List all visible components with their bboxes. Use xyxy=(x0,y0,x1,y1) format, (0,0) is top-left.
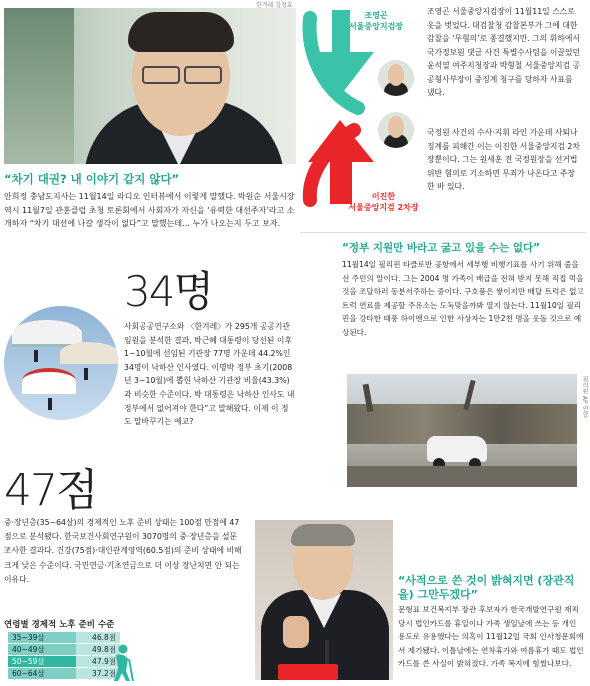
photo-parachutes xyxy=(4,306,118,420)
article-body-moon: 문형표 보건복지부 장관 후보자가 한국개발연구원 재직 당시 법인카드를 휴일이나 가족 생일날에 쓰는 등 개인 용도로 유용했다는 의혹이 11월12일 국회 인사청문회에서 제기됐다. 이틀날에는 연차휴가와 여름휴가 때도 법인카드를 쓴 사실이 밝혀졌다. 가족 복지에 힘썼나보다. xyxy=(398,605,584,669)
quote-headline-philippines: “정부 지원만 바라고 굶고 있을 수는 없다” xyxy=(342,242,541,254)
article-body: 안희정 충남도지사는 11월14일 라디오 인터뷰에서 이렇게 말했다. 박원순 서울시장 역시 11월7일 관훈클럽 초청 토론회에서 사회자가 자신을 ‘유력한 대선주자’라고 소개하자 “차기 대선에 나갈 생각이 없다”고 말했는데… 누가 나오는지 두고 보자. xyxy=(4,192,295,228)
photo-typhoon-damage xyxy=(347,374,577,487)
photo-credit-ap: 필리핀 AP 연합 xyxy=(581,376,588,418)
article-body-philippines: 11월14일 필리핀 타클로반 공항에서 세부행 비행기표를 사기 위해 줄을 선 주민의 말이다. 그는 2004 명 가족이 배급을 전혀 받지 못해 직접 먹을 것을 조달하러 동분서주하는 중이다. 구호품은 쌓이지만 배달 트럭은 없고 트럭 연료를 제공할 주유소는 도둑맞을까봐 열지 않는다. 11월10일 필리핀을 강타한 태풍 하이엔으로 인한 사상자는 1만2천 명을 웃돌 것으로 예상된다. xyxy=(342,260,584,337)
table-row: 40~49살 49.8점 xyxy=(8,644,120,656)
photo-credit: 한겨레 김정효 xyxy=(256,2,293,9)
article-body-appointees: 사회공공연구소와 〈한겨레〉가 295개 공공기관 임원을 분석한 결과, 박근혜 대통령이 당선된 이후 1~10월에 선임된 기관장 77명 가운데 44.2%인 34명이 낙하산 인사였다. 이명박 정부 초기(2008년 3~10월)에 뽑힌 낙하산 기관장 비율(43.3%)과 비슷한 수준이다. 박 대통령은 낙하산 인사도 내 정부에서 없어져야 한다”고 말해왔다. 이제 이 정도 말바꾸기는 예교? xyxy=(124,322,295,427)
photo-overlay-label xyxy=(278,664,338,680)
label-lee: 이진한 서울중앙지검 2차장 xyxy=(348,192,419,212)
table-title: 연령별 경제적 노후 준비 수준 xyxy=(4,620,115,630)
divider xyxy=(300,232,586,233)
table-row: 50~59살 47.9점 xyxy=(8,656,120,668)
big-number-47: 47점 xyxy=(4,465,97,516)
big-number-34: 34명 xyxy=(124,267,213,316)
portrait-cho xyxy=(378,60,414,96)
article-body-retirement: 중·장년층(35~64살)의 경제적인 노후 준비 상태는 100점 만점에 47점으로 분석됐다. 한국보건사회연구원이 3070명의 중·장년층을 설문조사한 결과다. 건강(75점)·대인관계영역(60.5점)의 준비 상태에 비해 크게 낮은 수준이다. 국민연금·기초연금으로 더 이상 장난치면 안 되는 이유다. xyxy=(4,518,242,584)
article-body-prosecutor: 조영곤 서울중앙지검장이 11월11일 스스로 옷을 벗었다. 대검찰청 감찰본부가 그에 대한 감찰을 ‘무혐의’로 종결했지만. 그의 휘하에서 국가정보원 댓글 사건 특별수사팀을 이끌었던 윤석열 여주지청장과 박형철 서울중앙지검 공공형사부장이 중징계 청구를 당하자 사표를 냈다. xyxy=(427,7,581,97)
photo-ahn-heejung xyxy=(4,8,296,164)
article-body-prosecutor-2: 국정원 사건의 수사·지휘 라인 가운데 사퇴나 징계를 피해간 이는 이진한 서울중앙지검 2차장뿐이다. 그는 원세훈 전 국정원장을 선거법 위반 혐의로 기소하면 무죄가 나온다고 주장한 바 있다. xyxy=(427,128,580,191)
age-table xyxy=(8,632,120,680)
quote-headline-moon: “사적으로 쓴 것이 밝혀지면 (장관직을) 그만두겠다” xyxy=(398,574,575,601)
table-row: 35~39살 46.8점 xyxy=(8,632,120,644)
label-cho: 조영곤 서울중앙지검장 xyxy=(348,11,404,31)
elderly-walking-icon xyxy=(106,643,136,683)
photo-moon-hyungpyo xyxy=(255,520,393,680)
portrait-lee xyxy=(378,112,414,148)
table-row: 60~64살 37.2점 xyxy=(8,668,120,680)
quote-headline: “차기 대권? 내 이야기 같지 않다” xyxy=(4,172,180,186)
